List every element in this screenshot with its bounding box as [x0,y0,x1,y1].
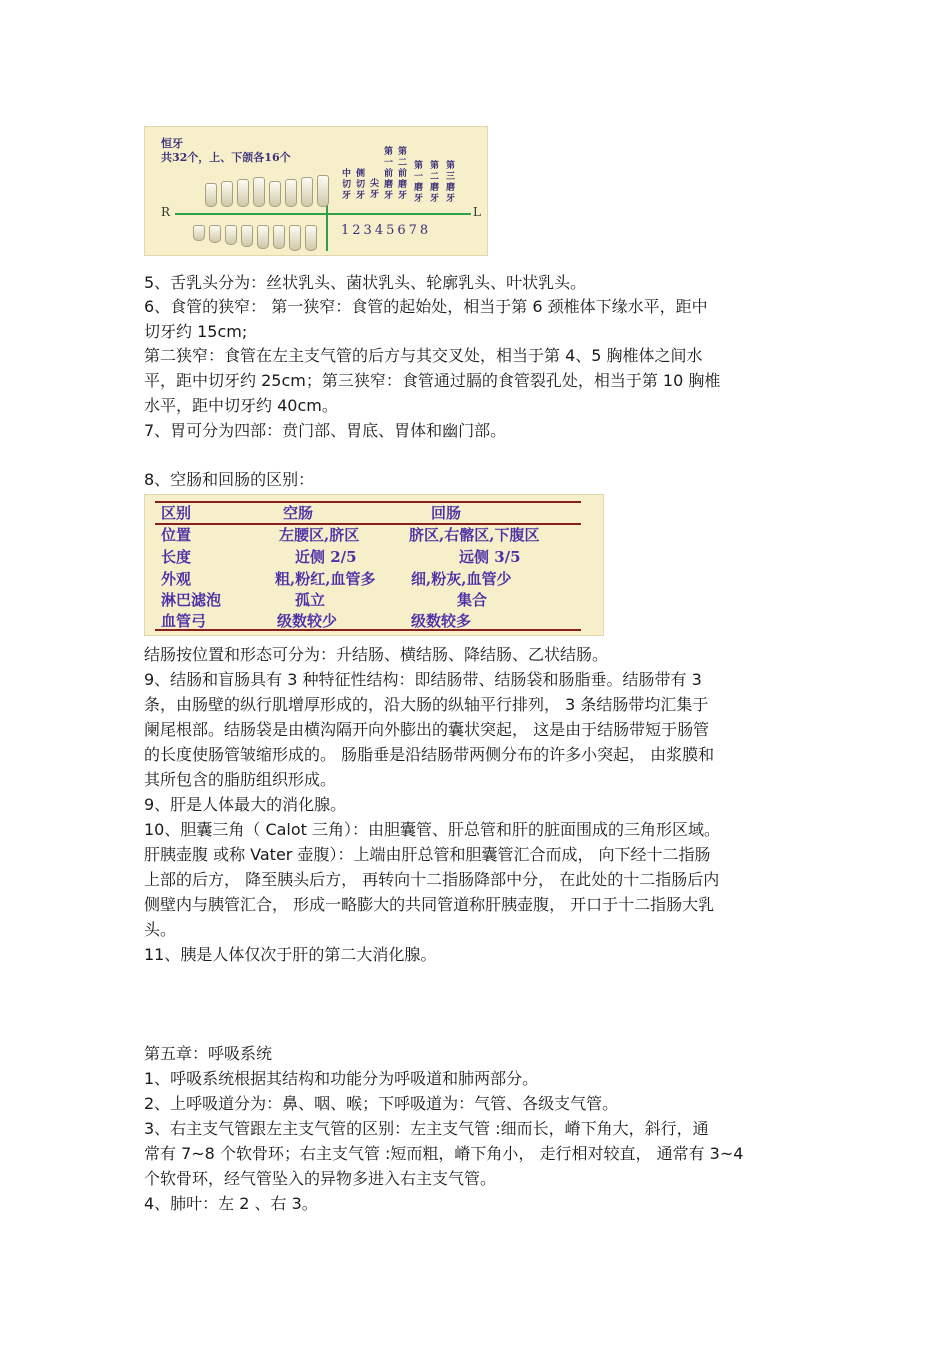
upper-tooth-icon [285,179,297,207]
table-cell: 细,粉灰,血管少 [411,570,512,588]
table-cell: 级数较少 [277,612,338,630]
text-line: 11、胰是人体仅次于肝的第二大消化腺。 [144,945,437,964]
paragraph-r3 [144,1116,812,1191]
teeth-column-label: 中切牙 [341,169,351,201]
text-line: 侧壁内与胰管汇合， 形成一略膨大的共同管道称肝胰壶腹， 开口于十二指肠大乳 [144,895,715,914]
text-line: 切牙约 15cm; [144,322,248,341]
text-line: 个软骨环，经气管坠入的异物多进入右主支气管。 [144,1169,497,1188]
table-row-label: 血管弓 [161,612,207,630]
text-line: 结肠按位置和形态可分为：升结肠、横结肠、降结肠、乙状结肠。 [144,645,609,664]
text-line: 水平，距中切牙约 40cm。 [144,396,338,415]
text-line: 上部的后方， 降至胰头后方， 再转向十二指肠降部中分， 在此处的十二指肠后内 [144,870,720,889]
teeth-column-label: 第一磨牙 [413,161,423,204]
text-line: 4、肺叶：左 2 、右 3。 [144,1194,318,1213]
paragraph-p9b [144,792,812,817]
teeth-column-label: 第二前磨牙 [397,147,407,201]
paragraph-p6b [144,343,812,418]
lower-tooth-icon [209,225,221,243]
upper-tooth-icon [221,181,233,207]
lower-tooth-icon [305,225,317,251]
text-line: 1、呼吸系统根据其结构和功能分为呼吸道和肺两部分。 [144,1069,539,1088]
table-header-cell: 空肠 [283,504,314,522]
lower-tooth-icon [225,225,237,245]
table-cell: 孤立 [295,591,326,609]
table-bottom-rule [155,629,581,631]
upper-tooth-icon [269,181,281,207]
text-line: 其所包含的脂肪组织形成。 [144,770,337,789]
text-line: 头。 [144,920,177,939]
paragraph-p10 [144,817,812,942]
table-cell: 近侧 2/5 [295,548,357,566]
text-line: 肝胰壶腹 或称 Vater 壶腹）：上端由肝总管和胆囊管汇合而成， 向下经十二指肠 [144,845,711,864]
paragraph-p11 [144,942,812,967]
table-header-cell: 区别 [161,504,192,522]
paragraph-p5 [144,270,812,295]
lower-tooth-icon [257,225,269,249]
tooth-numbers: 12345678 [341,223,432,238]
teeth-column-label: 第一前磨牙 [383,147,393,201]
lower-tooth-icon [289,225,301,251]
text-line: 5、舌乳头分为：丝状乳头、菌状乳头、轮廓乳头、叶状乳头。 [144,273,587,292]
table-cell: 集合 [457,591,488,609]
upper-tooth-icon [301,177,313,207]
paragraph-p6 [144,294,812,344]
table-cell: 脐区,右髂区,下腹区 [409,526,540,544]
permanent-teeth-figure [144,126,488,256]
horizontal-axis-line [175,213,471,215]
text-line: 9、肝是人体最大的消化腺。 [144,795,347,814]
teeth-column-label: 第二磨牙 [429,161,439,204]
paragraph-r2 [144,1091,812,1116]
right-side-label: R [161,205,171,219]
teeth-figure-title: 恒牙 [161,137,183,150]
table-cell: 左腰区,脐区 [279,526,360,544]
paragraph-p8 [144,467,812,492]
paragraph-r1 [144,1066,812,1091]
text-line: 常有 7~8 个软骨环；右主支气管 :短而粗，嵴下角小， 走行相对较直， 通常有 3~4 [144,1144,744,1163]
table-row-label: 外观 [161,570,192,588]
lower-tooth-icon [273,225,285,249]
table-row-label: 位置 [161,526,192,544]
paragraph-r4 [144,1191,812,1216]
upper-tooth-icon [205,183,217,207]
upper-tooth-icon [253,177,265,207]
teeth-figure-subtitle: 共32个，上、下颌各16个 [161,151,291,164]
left-side-label: L [473,205,481,219]
lower-tooth-icon [193,225,205,241]
upper-tooth-icon [317,175,329,207]
table-row-label: 淋巴滤泡 [161,591,222,609]
text-line: 6、食管的狭窄： 第一狭窄：食管的起始处，相当于第 6 颈椎体下缘水平，距中 [144,297,708,316]
paragraph-p9a [144,667,812,792]
paragraph-p7 [144,418,812,443]
lower-tooth-icon [241,225,253,247]
table-row-label: 长度 [161,548,192,566]
table-header-cell: 回肠 [431,504,462,522]
teeth-column-label: 尖牙 [369,179,379,200]
chapter5-title: 第五章：呼吸系统 [144,1044,273,1063]
table-cell: 远侧 3/5 [459,548,521,566]
text-line: 第二狭窄：食管在左主支气管的后方与其交叉处，相当于第 4、5 胸椎体之间水 [144,346,703,365]
text-line: 的长度使肠管皱缩形成的。 肠脂垂是沿结肠带两侧分布的许多小突起， 由浆膜和 [144,745,715,764]
paragraph-c1 [144,642,812,667]
table-cell: 级数较多 [411,612,472,630]
text-line: 平，距中切牙约 25cm；第三狭窄：食管通过膈的食管裂孔处，相当于第 10 胸椎 [144,371,721,390]
teeth-column-label: 第三磨牙 [445,161,455,204]
table-cell: 粗,粉红,血管多 [275,570,376,588]
text-line: 条，由肠壁的纵行肌增厚形成的，沿大肠的纵轴平行排列， 3 条结肠带均汇集于 [144,695,709,714]
text-line: 7、胃可分为四部：贲门部、胃底、胃体和幽门部。 [144,421,507,440]
text-line: 10、胆囊三角（ Calot 三角）：由胆囊管、肝总管和肝的脏面围成的三角形区域。 [144,820,721,839]
jejunum-ileum-table [144,494,604,636]
text-line: 2、上呼吸道分为：鼻、咽、喉；下呼吸道为：气管、各级支气管。 [144,1094,619,1113]
text-line: 阑尾根部。结肠袋是由横沟隔开向外膨出的囊状突起， 这是由于结肠带短于肠管 [144,720,710,739]
table-top-rule [155,501,581,503]
text-line: 8、空肠和回肠的区别： [144,470,315,489]
text-line: 3、右主支气管跟左主支气管的区别：左主支气管 :细而长，嵴下角大，斜行，通 [144,1119,709,1138]
teeth-column-label: 侧切牙 [355,169,365,201]
text-line: 9、结肠和盲肠具有 3 种特征性结构：即结肠带、结肠袋和肠脂垂。结肠带有 3 [144,670,702,689]
upper-tooth-icon [237,179,249,207]
